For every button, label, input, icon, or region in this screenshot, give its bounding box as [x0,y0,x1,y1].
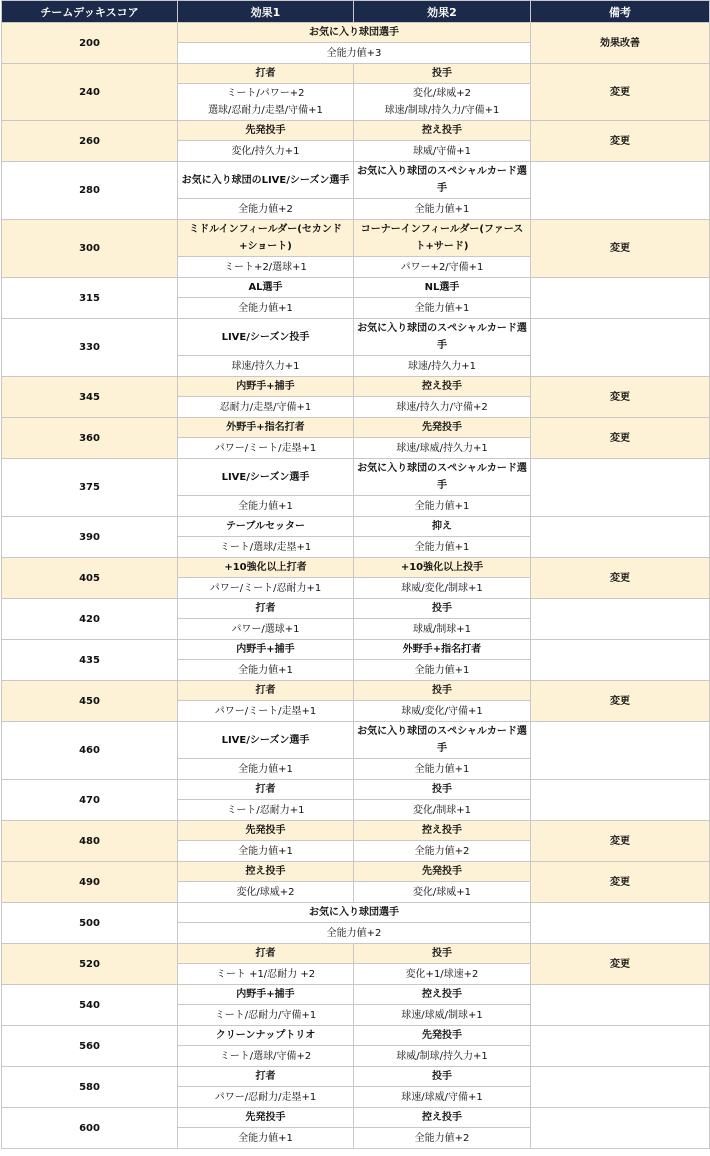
effect1-label: 控え投手 [178,862,354,882]
effect1-label: AL選手 [178,278,354,298]
effect1-label: LIVE/シーズン投手 [178,319,354,356]
remark-cell [531,319,710,377]
effect1-value: ミート/選球/走塁+1 [178,537,354,558]
effect-label: お気に入り球団選手 [178,903,531,923]
effect1-value: ミート/パワー+2 選球/忍耐力/走塁/守備+1 [178,84,354,121]
score-cell: 600 [2,1108,178,1149]
effect2-value: 球速/球威/制球+1 [354,1005,531,1026]
effect1-value: ミート +1/忍耐力 +2 [178,964,354,985]
effect2-label: お気に入り球団のスペシャルカード選手 [354,319,531,356]
remark-cell: 効果改善 [531,23,710,64]
effect1-label: ミドルインフィールダー(セカンド+ショート) [178,220,354,257]
remark-cell: 変更 [531,681,710,722]
effect2-label: 投手 [354,599,531,619]
remark-cell [531,162,710,220]
score-cell: 490 [2,862,178,903]
remark-cell [531,1067,710,1108]
score-cell: 560 [2,1026,178,1067]
effect2-label: 控え投手 [354,985,531,1005]
table-row [2,599,710,619]
effect2-label: 控え投手 [354,121,531,141]
effect1-label: 内野手+捕手 [178,377,354,397]
effect1-label: LIVE/シーズン選手 [178,722,354,759]
effect2-label: +10強化以上投手 [354,558,531,578]
table-row [2,23,710,43]
header-effect-2: 効果2 [354,1,531,23]
effect1-label: 打者 [178,944,354,964]
effect1-value: 全能力値+1 [178,1128,354,1149]
table-row [2,418,710,438]
table-row [2,1067,710,1087]
remark-cell: 変更 [531,121,710,162]
effect2-value: 全能力値+1 [354,759,531,780]
effect2-label: お気に入り球団のスペシャルカード選手 [354,722,531,759]
remark-cell: 変更 [531,821,710,862]
table-row [2,862,710,882]
table-row [2,1026,710,1046]
effect1-label: LIVE/シーズン選手 [178,459,354,496]
score-cell: 330 [2,319,178,377]
effect2-value: 変化/球威+2 球速/制球/持久力/守備+1 [354,84,531,121]
effect1-value: ミート/忍耐力/守備+1 [178,1005,354,1026]
effect1-value: 変化/持久力+1 [178,141,354,162]
remark-cell: 変更 [531,558,710,599]
effect2-value: パワー+2/守備+1 [354,257,531,278]
effect2-label: コーナーインフィールダー(ファースト+サード) [354,220,531,257]
effect2-value: 球威/変化/守備+1 [354,701,531,722]
remark-cell: 変更 [531,220,710,278]
effect2-label: お気に入り球団のスペシャルカード選手 [354,162,531,199]
effect2-label: 外野手+指名打者 [354,640,531,660]
effect2-label: 投手 [354,944,531,964]
effect1-value: パワー/ミート/走塁+1 [178,701,354,722]
remark-cell [531,780,710,821]
effect2-label: お気に入り球団のスペシャルカード選手 [354,459,531,496]
table-row [2,64,710,84]
effect1-value: 全能力値+1 [178,298,354,319]
score-cell: 260 [2,121,178,162]
table-row [2,640,710,660]
header-team-deck-score: チームデッキスコア [2,1,178,23]
effect1-label: 内野手+捕手 [178,985,354,1005]
score-cell: 520 [2,944,178,985]
score-cell: 540 [2,985,178,1026]
effect2-value: 球威/制球/持久力+1 [354,1046,531,1067]
table-row [2,780,710,800]
effect2-value: 全能力値+1 [354,298,531,319]
effect1-value: パワー/ミート/忍耐力+1 [178,578,354,599]
effect2-label: 控え投手 [354,821,531,841]
table-header-row [2,1,710,23]
effect2-value: 球威/制球+1 [354,619,531,640]
effect1-value: パワー/ミート/走塁+1 [178,438,354,459]
effect2-label: 抑え [354,517,531,537]
effect2-value: 変化/球威+1 [354,882,531,903]
table-row [2,278,710,298]
effect1-value: 全能力値+1 [178,759,354,780]
table-row [2,681,710,701]
effect1-value: ミート/選球/守備+2 [178,1046,354,1067]
table-row [2,377,710,397]
effect2-label: 投手 [354,64,531,84]
score-cell: 375 [2,459,178,517]
score-cell: 345 [2,377,178,418]
table-row [2,903,710,923]
remark-cell [531,459,710,517]
effect2-value: 球速/球威/持久力+1 [354,438,531,459]
effect1-label: 内野手+捕手 [178,640,354,660]
effect2-value: 変化+1/球速+2 [354,964,531,985]
effect1-value: 球速/持久力+1 [178,356,354,377]
remark-cell [531,278,710,319]
effect1-label: +10強化以上打者 [178,558,354,578]
effect2-value: 球威/変化/制球+1 [354,578,531,599]
remark-cell: 変更 [531,64,710,121]
score-cell: 470 [2,780,178,821]
header-effect-1: 効果1 [178,1,354,23]
remark-cell: 変更 [531,862,710,903]
effect1-label: 打者 [178,1067,354,1087]
effect1-value: 変化/球威+2 [178,882,354,903]
score-cell: 460 [2,722,178,780]
effect1-label: テーブルセッター [178,517,354,537]
table-row [2,1108,710,1128]
effect2-value: 全能力値+2 [354,1128,531,1149]
effect2-value: 全能力値+2 [354,841,531,862]
score-cell: 360 [2,418,178,459]
table-row [2,220,710,257]
effect1-label: 打者 [178,64,354,84]
effect1-value: パワー/選球+1 [178,619,354,640]
effect2-label: 控え投手 [354,1108,531,1128]
table-row [2,162,710,199]
effect2-label: 先発投手 [354,862,531,882]
score-cell: 580 [2,1067,178,1108]
effect2-value: 全能力値+1 [354,199,531,220]
effect1-value: ミート/忍耐力+1 [178,800,354,821]
effect1-label: 外野手+指名打者 [178,418,354,438]
table-row [2,459,710,496]
table-row [2,944,710,964]
remark-cell [531,1026,710,1067]
effect1-label: クリーンナップトリオ [178,1026,354,1046]
score-cell: 240 [2,64,178,121]
effect1-label: 先発投手 [178,121,354,141]
table-row [2,821,710,841]
effect2-label: 投手 [354,780,531,800]
effect2-value: 球速/球威/守備+1 [354,1087,531,1108]
score-cell: 200 [2,23,178,64]
effect1-label: お気に入り球団のLIVE/シーズン選手 [178,162,354,199]
table-row [2,985,710,1005]
effect1-value: パワー/忍耐力/走塁+1 [178,1087,354,1108]
effect2-value: 球速/持久力+1 [354,356,531,377]
table-body [2,23,710,1149]
score-cell: 435 [2,640,178,681]
effect2-label: 投手 [354,1067,531,1087]
effect1-label: 先発投手 [178,821,354,841]
effect-label: お気に入り球団選手 [178,23,531,43]
effect2-label: 先発投手 [354,418,531,438]
effect-value: 全能力値+3 [178,43,531,64]
remark-cell: 変更 [531,418,710,459]
effect2-value: 球威/守備+1 [354,141,531,162]
effect2-label: 先発投手 [354,1026,531,1046]
score-cell: 420 [2,599,178,640]
table-row [2,558,710,578]
effect1-value: 全能力値+1 [178,496,354,517]
table-row [2,722,710,759]
effect2-value: 全能力値+1 [354,537,531,558]
effect2-label: 投手 [354,681,531,701]
table-row [2,121,710,141]
table-row [2,319,710,356]
remark-cell [531,722,710,780]
effect1-value: 全能力値+1 [178,660,354,681]
score-cell: 405 [2,558,178,599]
header-remarks: 備考 [531,1,710,23]
effect2-value: 変化/制球+1 [354,800,531,821]
score-cell: 280 [2,162,178,220]
remark-cell [531,903,710,944]
effect2-value: 全能力値+1 [354,660,531,681]
remark-cell [531,517,710,558]
effect1-value: 全能力値+2 [178,199,354,220]
effect1-value: ミート+2/選球+1 [178,257,354,278]
effect2-label: 控え投手 [354,377,531,397]
table-row [2,517,710,537]
effect1-label: 先発投手 [178,1108,354,1128]
remark-cell [531,985,710,1026]
score-cell: 315 [2,278,178,319]
remark-cell [531,599,710,640]
effect1-value: 全能力値+1 [178,841,354,862]
effect2-label: NL選手 [354,278,531,298]
score-cell: 450 [2,681,178,722]
remark-cell [531,1108,710,1149]
score-cell: 390 [2,517,178,558]
effect2-value: 球速/持久力/守備+2 [354,397,531,418]
score-cell: 480 [2,821,178,862]
effect1-label: 打者 [178,681,354,701]
effect1-value: 忍耐力/走塁/守備+1 [178,397,354,418]
effect-value: 全能力値+2 [178,923,531,944]
effect1-label: 打者 [178,780,354,800]
effect2-value: 全能力値+1 [354,496,531,517]
team-deck-score-table [1,0,710,1149]
remark-cell [531,640,710,681]
remark-cell: 変更 [531,944,710,985]
effect1-label: 打者 [178,599,354,619]
score-cell: 300 [2,220,178,278]
score-cell: 500 [2,903,178,944]
remark-cell: 変更 [531,377,710,418]
